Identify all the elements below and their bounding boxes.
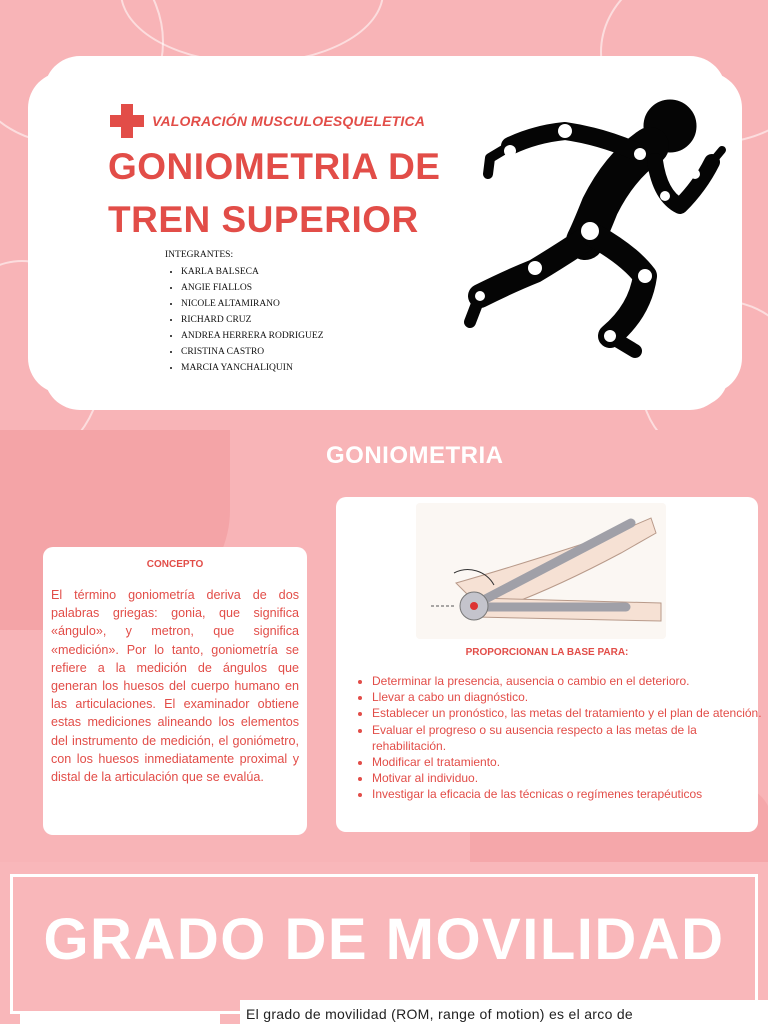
page-title [108, 140, 440, 246]
list-item: • Establecer un pronóstico, las metas del tratamiento y el plan de atención. [372, 705, 762, 721]
members-label: INTEGRANTES: [165, 250, 234, 260]
member-item: • ANGIE FIALLOS [181, 280, 324, 296]
base-title: PROPORCIONAN LA BASE PARA: [465, 647, 629, 658]
member-item: • RICHARD CRUZ [181, 312, 324, 328]
concept-card [43, 547, 307, 835]
arm-goniometer-illustration-icon [416, 503, 666, 639]
title-line-2: TREN SUPERIOR [108, 199, 419, 240]
running-figure-icon [450, 96, 730, 366]
list-item: • Llevar a cabo un diagnóstico. [372, 689, 762, 705]
member-item: • MARCIA YANCHALIQUIN [181, 360, 324, 376]
mobility-heading: GRADO DE MOVILIDAD [43, 907, 725, 972]
mobility-image [20, 1012, 220, 1024]
concept-title: CONCEPTO [146, 559, 204, 570]
kicker-label: VALORACIÓN MUSCULOESQUELETICA [152, 113, 426, 129]
base-list [358, 673, 762, 803]
concept-body: El término goniometría deriva de dos palabras griegas: gonia, que significa «ángulo», y metron, que significa «medición». Por lo tanto, goniometría se refiere a la medición de ángulos que generan los huesos del cuerpo humano en las articulaciones. El examinador obtiene estas mediciones alineando los elementos del instrumento de medición, el goniómetro, con los huesos inmediatamente proximal y distal de la articulación que se evalúa. [51, 588, 299, 785]
members-block [165, 250, 324, 376]
list-item: • Modificar el tratamiento. [372, 754, 762, 770]
member-item: • ANDREA HERRERA RODRIGUEZ [181, 328, 324, 344]
mobility-text: El grado de movilidad (ROM, range of motion) es el arco de [246, 1006, 634, 1022]
base-card [336, 497, 762, 832]
kicker [110, 104, 425, 138]
list-item: • Investigar la eficacia de las técnicas o regímenes terapéuticos [372, 786, 762, 802]
member-item: • KARLA BALSECA [181, 264, 324, 280]
medical-cross-icon [110, 104, 144, 138]
list-item: • Evaluar el progreso o su ausencia respecto a las metas de la rehabilitación. [372, 722, 762, 754]
list-item: • Motivar al individuo. [372, 770, 762, 786]
member-item: • CRISTINA CASTRO [181, 344, 324, 360]
member-item: • NICOLE ALTAMIRANO [181, 296, 324, 312]
members-list [165, 264, 324, 376]
section-heading: GONIOMETRIA [326, 442, 504, 469]
list-item: • Determinar la presencia, ausencia o cambio en el deterioro. [372, 673, 762, 689]
title-line-1: GONIOMETRIA DE [108, 146, 441, 187]
